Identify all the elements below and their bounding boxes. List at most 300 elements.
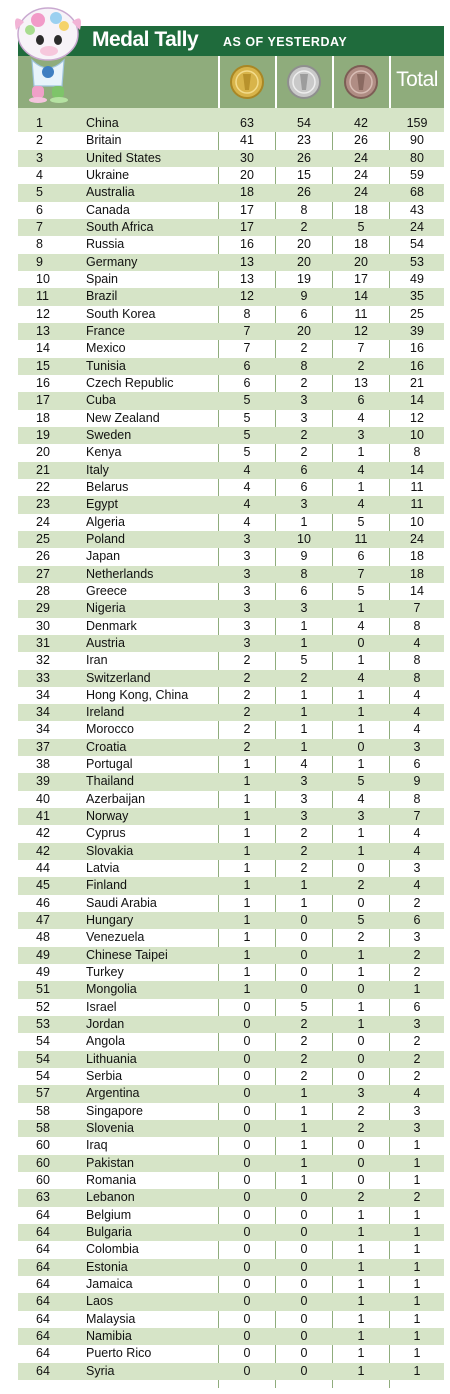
rank-cell: 40 — [36, 791, 50, 806]
rank-cell: 45 — [36, 878, 50, 893]
table-row — [18, 1259, 444, 1276]
rank-cell: 58 — [36, 1121, 50, 1136]
gold-count-cell: 0 — [243, 1311, 251, 1326]
silver-count-cell: 0 — [300, 1259, 308, 1274]
total-count-cell: 1 — [413, 1259, 421, 1274]
rank-cell: 46 — [36, 895, 50, 910]
silver-count-cell: 3 — [300, 774, 308, 789]
country-cell: South Korea — [86, 306, 156, 321]
bronze-count-cell: 1 — [357, 1225, 365, 1239]
silver-count-cell: 0 — [300, 913, 308, 928]
country-cell: Colombia — [86, 1242, 139, 1257]
table-row — [18, 254, 444, 271]
total-count-cell: 6 — [413, 999, 421, 1014]
rank-cell: 41 — [36, 809, 50, 824]
gold-count-cell: 1 — [243, 965, 251, 980]
country-cell: Jordan — [86, 1017, 125, 1032]
total-count-cell: 1 — [413, 1363, 421, 1378]
gold-count-cell: 3 — [243, 635, 251, 650]
total-count-cell: 4 — [413, 722, 421, 737]
rank-cell: 17 — [36, 393, 50, 408]
bronze-count-cell: 0 — [357, 1155, 365, 1170]
rank-cell: 54 — [36, 1034, 50, 1049]
gold-count-cell: 2 — [243, 739, 251, 754]
total-count-cell: 11 — [410, 497, 424, 512]
gold-count-cell: 0 — [243, 1173, 251, 1188]
gold-count-cell: 2 — [243, 705, 251, 720]
gold-count-cell: 1 — [243, 774, 251, 789]
silver-count-cell: 2 — [300, 427, 308, 442]
bronze-count-cell: 1 — [357, 687, 365, 702]
rank-cell: 9 — [36, 254, 43, 269]
silver-count-cell: 26 — [297, 150, 311, 165]
gold-count-cell: 7 — [243, 323, 251, 338]
silver-count-cell: 6 — [300, 462, 308, 477]
silver-count-cell: 0 — [300, 1294, 308, 1309]
country-cell: Britain — [86, 133, 122, 148]
rank-cell: 64 — [36, 1276, 50, 1291]
rank-cell: 10 — [36, 271, 50, 286]
table-row — [18, 566, 444, 583]
total-count-cell: 39 — [410, 323, 424, 338]
country-cell: Namibia — [86, 1328, 132, 1343]
gold-count-cell: 0 — [243, 1086, 251, 1101]
bronze-count-cell: 1 — [357, 843, 365, 858]
silver-count-cell: 1 — [300, 1173, 308, 1188]
total-count-cell: 4 — [413, 1086, 421, 1101]
gold-count-cell: 0 — [243, 1363, 251, 1378]
silver-count-cell: 0 — [300, 1190, 308, 1205]
gold-count-cell: 2 — [243, 670, 251, 685]
country-cell: Portugal — [86, 757, 133, 772]
gold-count-cell: 1 — [243, 895, 251, 910]
total-count-cell: 16 — [410, 358, 424, 373]
silver-count-cell: 1 — [300, 1121, 308, 1136]
table-row — [18, 756, 444, 773]
rank-cell: 48 — [36, 930, 50, 945]
gold-count-cell: 12 — [240, 289, 254, 304]
gold-count-cell: 4 — [243, 479, 251, 494]
bronze-count-cell: 0 — [357, 1034, 365, 1049]
country-cell: Mexico — [86, 341, 126, 356]
silver-count-cell: 0 — [300, 1242, 308, 1257]
gold-count-cell: 4 — [243, 514, 251, 529]
silver-count-cell: 5 — [300, 653, 308, 668]
bronze-count-cell: 5 — [357, 514, 365, 529]
country-cell: Egypt — [86, 497, 118, 512]
bronze-count-cell: 7 — [357, 341, 365, 356]
table-row — [18, 410, 444, 427]
table-row — [18, 1345, 444, 1362]
rank-cell: 49 — [36, 965, 50, 980]
silver-count-cell: 3 — [300, 791, 308, 806]
bronze-count-cell: 0 — [357, 1138, 365, 1153]
country-cell: Spain — [86, 271, 118, 286]
rank-cell: 54 — [36, 1069, 50, 1084]
silver-count-cell: 3 — [300, 809, 308, 824]
gold-count-cell: 3 — [243, 583, 251, 598]
bronze-count-cell: 1 — [357, 1207, 365, 1222]
bronze-count-cell: 1 — [357, 1328, 365, 1343]
table-row — [18, 1155, 444, 1172]
bronze-count-cell: 26 — [354, 133, 368, 148]
country-cell: Brazil — [86, 289, 118, 304]
bronze-count-cell: 1 — [357, 722, 365, 737]
country-cell: Canada — [86, 202, 130, 217]
silver-count-cell: 2 — [300, 861, 308, 876]
total-count-cell: 10 — [410, 514, 424, 529]
bronze-count-cell: 12 — [354, 323, 368, 338]
silver-count-cell: 20 — [297, 237, 311, 252]
silver-count-cell: 19 — [297, 271, 311, 286]
rank-cell: 18 — [36, 410, 50, 425]
country-cell: Cyprus — [86, 826, 126, 841]
rank-cell: 64 — [36, 1311, 50, 1326]
total-count-cell: 1 — [413, 1346, 421, 1361]
rank-cell: 64 — [36, 1259, 50, 1274]
total-count-cell: 4 — [413, 687, 421, 702]
silver-count-cell: 1 — [300, 1103, 308, 1118]
silver-count-cell: 10 — [297, 531, 311, 546]
total-count-cell: 18 — [410, 566, 424, 581]
table-row — [18, 1051, 444, 1068]
rank-cell: 64 — [36, 1328, 50, 1343]
country-cell: Venezuela — [86, 930, 145, 945]
total-count-cell: 159 — [406, 116, 428, 130]
rank-cell: 27 — [36, 566, 50, 581]
table-row — [18, 1224, 444, 1241]
bronze-count-cell: 1 — [357, 1242, 365, 1257]
silver-count-cell: 0 — [300, 965, 308, 980]
rank-cell: 26 — [36, 549, 50, 564]
silver-count-cell: 0 — [300, 982, 308, 997]
rank-cell: 47 — [36, 913, 50, 928]
total-count-cell: 54 — [410, 237, 424, 252]
bronze-count-cell: 1 — [357, 1017, 365, 1032]
total-count-cell: 24 — [410, 531, 424, 546]
country-cell: Netherlands — [86, 566, 154, 581]
country-cell: Germany — [86, 254, 138, 269]
country-cell: Poland — [86, 531, 125, 546]
table-row — [18, 202, 444, 219]
gold-count-cell: 6 — [243, 375, 251, 390]
total-count-cell: 2 — [413, 895, 421, 910]
gold-count-cell: 0 — [243, 1121, 251, 1136]
country-cell: New Zealand — [86, 410, 160, 425]
rank-cell: 32 — [36, 653, 50, 668]
rank-cell: 64 — [36, 1242, 50, 1257]
bronze-count-cell: 18 — [354, 202, 368, 217]
gold-count-cell: 4 — [243, 462, 251, 477]
table-row — [18, 808, 444, 825]
rank-cell: 12 — [36, 306, 50, 321]
medal-table — [18, 115, 444, 1380]
silver-count-cell: 3 — [300, 601, 308, 616]
gold-count-cell: 1 — [243, 913, 251, 928]
table-row — [18, 652, 444, 669]
rank-cell: 20 — [36, 445, 50, 460]
table-row — [18, 895, 444, 912]
country-cell: Denmark — [86, 618, 137, 633]
table-row — [18, 514, 444, 531]
gold-count-cell: 18 — [240, 185, 254, 200]
gold-count-cell: 1 — [243, 982, 251, 997]
silver-count-cell: 1 — [300, 878, 308, 893]
total-count-cell: 8 — [413, 670, 421, 685]
total-count-cell: 90 — [410, 133, 424, 148]
total-count-cell: 1 — [413, 1276, 421, 1291]
total-count-cell: 53 — [410, 254, 424, 269]
table-row — [18, 1103, 444, 1120]
rank-cell: 64 — [36, 1363, 50, 1378]
table-row — [18, 739, 444, 756]
total-count-cell: 7 — [413, 601, 421, 616]
bronze-count-cell: 1 — [357, 445, 365, 460]
country-cell: China — [86, 116, 119, 130]
bronze-count-cell: 3 — [357, 427, 365, 442]
silver-count-cell: 3 — [300, 497, 308, 512]
table-row — [18, 358, 444, 375]
total-count-cell: 16 — [410, 341, 424, 356]
table-row — [18, 999, 444, 1016]
gold-count-cell: 41 — [240, 133, 254, 148]
total-count-cell: 12 — [410, 410, 424, 425]
bronze-count-cell: 4 — [357, 618, 365, 633]
total-column-header: Total — [396, 68, 438, 91]
table-row — [18, 1189, 444, 1206]
total-count-cell: 1 — [413, 1173, 421, 1188]
country-cell: Turkey — [86, 965, 124, 980]
bronze-count-cell: 2 — [357, 878, 365, 893]
rank-cell: 64 — [36, 1346, 50, 1361]
gold-count-cell: 1 — [243, 757, 251, 772]
total-count-cell: 8 — [413, 791, 421, 806]
rank-cell: 4 — [36, 167, 43, 182]
rank-cell: 13 — [36, 323, 50, 338]
bronze-count-cell: 24 — [354, 150, 368, 165]
bronze-count-cell: 6 — [357, 549, 365, 564]
table-top-spacer — [18, 108, 444, 115]
table-row — [18, 392, 444, 409]
bronze-count-cell: 1 — [357, 999, 365, 1014]
total-count-cell: 14 — [410, 583, 424, 598]
bronze-count-cell: 2 — [357, 1190, 365, 1205]
table-row — [18, 375, 444, 392]
country-cell: Italy — [86, 462, 109, 477]
total-count-cell: 2 — [413, 947, 421, 962]
bronze-count-cell: 14 — [354, 289, 368, 304]
gold-count-cell: 0 — [243, 999, 251, 1014]
bronze-count-cell: 2 — [357, 358, 365, 373]
silver-count-cell: 1 — [300, 739, 308, 754]
total-count-cell: 1 — [413, 1225, 421, 1239]
table-row — [18, 1016, 444, 1033]
bronze-count-cell: 24 — [354, 185, 368, 200]
country-cell: Malaysia — [86, 1311, 136, 1326]
rank-cell: 60 — [36, 1155, 50, 1170]
silver-count-cell: 6 — [300, 479, 308, 494]
table-row — [18, 306, 444, 323]
table-row — [18, 635, 444, 652]
bronze-count-cell: 0 — [357, 1173, 365, 1188]
mascot-icon — [2, 4, 92, 104]
total-count-cell: 11 — [410, 479, 424, 494]
total-count-cell: 3 — [413, 739, 421, 754]
table-row — [18, 1363, 444, 1380]
total-count-cell: 3 — [413, 1103, 421, 1118]
bronze-count-cell: 0 — [357, 982, 365, 997]
silver-count-cell: 2 — [300, 670, 308, 685]
rank-cell: 52 — [36, 999, 50, 1014]
silver-count-cell: 54 — [297, 116, 311, 130]
table-row — [18, 1033, 444, 1050]
country-cell: Finland — [86, 878, 127, 893]
page-subtitle: AS OF YESTERDAY — [223, 35, 348, 49]
silver-count-cell: 2 — [300, 219, 308, 234]
table-row — [18, 687, 444, 704]
rank-cell: 64 — [36, 1225, 50, 1239]
country-cell: Algeria — [86, 514, 125, 529]
rank-cell: 42 — [36, 826, 50, 841]
table-row — [18, 1120, 444, 1137]
country-cell: Syria — [86, 1363, 115, 1378]
rank-cell: 25 — [36, 531, 50, 546]
silver-count-cell: 9 — [300, 549, 308, 564]
bronze-count-cell: 0 — [357, 861, 365, 876]
country-cell: Kenya — [86, 445, 122, 460]
silver-count-cell: 1 — [300, 1138, 308, 1153]
table-row — [18, 1207, 444, 1224]
silver-count-cell: 20 — [297, 323, 311, 338]
country-cell: Hungary — [86, 913, 134, 928]
gold-count-cell: 0 — [243, 1034, 251, 1049]
silver-count-cell: 1 — [300, 687, 308, 702]
total-count-cell: 1 — [413, 1294, 421, 1309]
rank-cell: 11 — [36, 289, 49, 304]
silver-count-cell: 0 — [300, 930, 308, 945]
total-count-cell: 6 — [413, 757, 421, 772]
table-row — [18, 444, 444, 461]
gold-count-cell: 0 — [243, 1138, 251, 1153]
rank-cell: 15 — [36, 358, 50, 373]
table-row — [18, 150, 444, 167]
gold-count-cell: 1 — [243, 947, 251, 962]
bronze-count-cell: 11 — [354, 306, 368, 321]
bronze-count-cell: 0 — [357, 1069, 365, 1084]
bronze-count-cell: 11 — [354, 531, 368, 546]
bronze-count-cell: 2 — [357, 1103, 365, 1118]
total-count-cell: 4 — [413, 635, 421, 650]
gold-count-cell: 1 — [243, 826, 251, 841]
table-row — [18, 1276, 444, 1293]
silver-count-cell: 1 — [300, 1155, 308, 1170]
silver-count-cell: 1 — [300, 895, 308, 910]
country-cell: Slovakia — [86, 843, 134, 858]
rank-cell: 44 — [36, 861, 50, 876]
table-row — [18, 132, 444, 149]
total-count-cell: 1 — [413, 1328, 421, 1343]
gold-count-cell: 7 — [243, 341, 251, 356]
silver-count-cell: 0 — [300, 1225, 308, 1239]
gold-count-cell: 0 — [243, 1155, 251, 1170]
rank-cell: 6 — [36, 202, 43, 217]
silver-count-cell: 2 — [300, 341, 308, 356]
gold-count-cell: 1 — [243, 791, 251, 806]
bronze-count-cell: 6 — [357, 393, 365, 408]
silver-count-cell: 0 — [300, 1346, 308, 1361]
gold-count-cell: 3 — [243, 531, 251, 546]
gold-count-cell: 5 — [243, 427, 251, 442]
gold-count-cell: 0 — [243, 1328, 251, 1343]
gold-count-cell: 0 — [243, 1276, 251, 1291]
table-row — [18, 825, 444, 842]
rank-cell: 58 — [36, 1103, 50, 1118]
table-row — [18, 1241, 444, 1258]
silver-count-cell: 5 — [300, 999, 308, 1014]
gold-count-cell: 5 — [243, 445, 251, 460]
gold-count-cell: 0 — [243, 1103, 251, 1118]
gold-count-cell: 2 — [243, 653, 251, 668]
bronze-count-cell: 0 — [357, 635, 365, 650]
gold-count-cell: 0 — [243, 1346, 251, 1361]
silver-count-cell: 1 — [300, 618, 308, 633]
table-row — [18, 531, 444, 548]
bronze-count-cell: 13 — [354, 375, 368, 390]
country-cell: Morocco — [86, 722, 134, 737]
silver-count-cell: 9 — [300, 289, 308, 304]
bronze-count-cell: 24 — [354, 167, 368, 182]
country-cell: Saudi Arabia — [86, 895, 157, 910]
bronze-count-cell: 4 — [357, 410, 365, 425]
country-cell: Jamaica — [86, 1276, 133, 1291]
bronze-count-cell: 5 — [357, 913, 365, 928]
total-count-cell: 4 — [413, 878, 421, 893]
bronze-count-cell: 1 — [357, 965, 365, 980]
gold-count-cell: 4 — [243, 497, 251, 512]
silver-count-cell: 0 — [300, 1207, 308, 1222]
bronze-count-cell: 1 — [357, 1276, 365, 1291]
rank-cell: 54 — [36, 1051, 50, 1066]
gold-count-cell: 0 — [243, 1069, 251, 1084]
total-count-cell: 59 — [410, 167, 424, 182]
gold-count-cell: 0 — [243, 1294, 251, 1309]
gold-count-cell: 1 — [243, 809, 251, 824]
silver-count-cell: 0 — [300, 947, 308, 962]
country-cell: Nigeria — [86, 601, 126, 616]
rank-cell: 37 — [36, 739, 50, 754]
country-cell: Pakistan — [86, 1155, 134, 1170]
total-count-cell: 4 — [413, 843, 421, 858]
total-count-cell: 2 — [413, 1190, 421, 1205]
bronze-count-cell: 7 — [357, 566, 365, 581]
gold-count-cell: 0 — [243, 1051, 251, 1066]
silver-count-cell: 23 — [297, 133, 311, 148]
table-row — [18, 219, 444, 236]
bronze-count-cell: 1 — [357, 705, 365, 720]
table-row — [18, 1068, 444, 1085]
total-count-cell: 3 — [413, 930, 421, 945]
country-cell: Iran — [86, 653, 108, 668]
bronze-count-cell: 1 — [357, 653, 365, 668]
rank-cell: 57 — [36, 1086, 50, 1101]
rank-cell: 1 — [36, 116, 43, 130]
table-row — [18, 1137, 444, 1154]
total-count-cell: 2 — [413, 1069, 421, 1084]
silver-count-cell: 0 — [300, 1276, 308, 1291]
table-row — [18, 843, 444, 860]
total-count-cell: 24 — [410, 219, 424, 234]
gold-count-cell: 0 — [243, 1259, 251, 1274]
